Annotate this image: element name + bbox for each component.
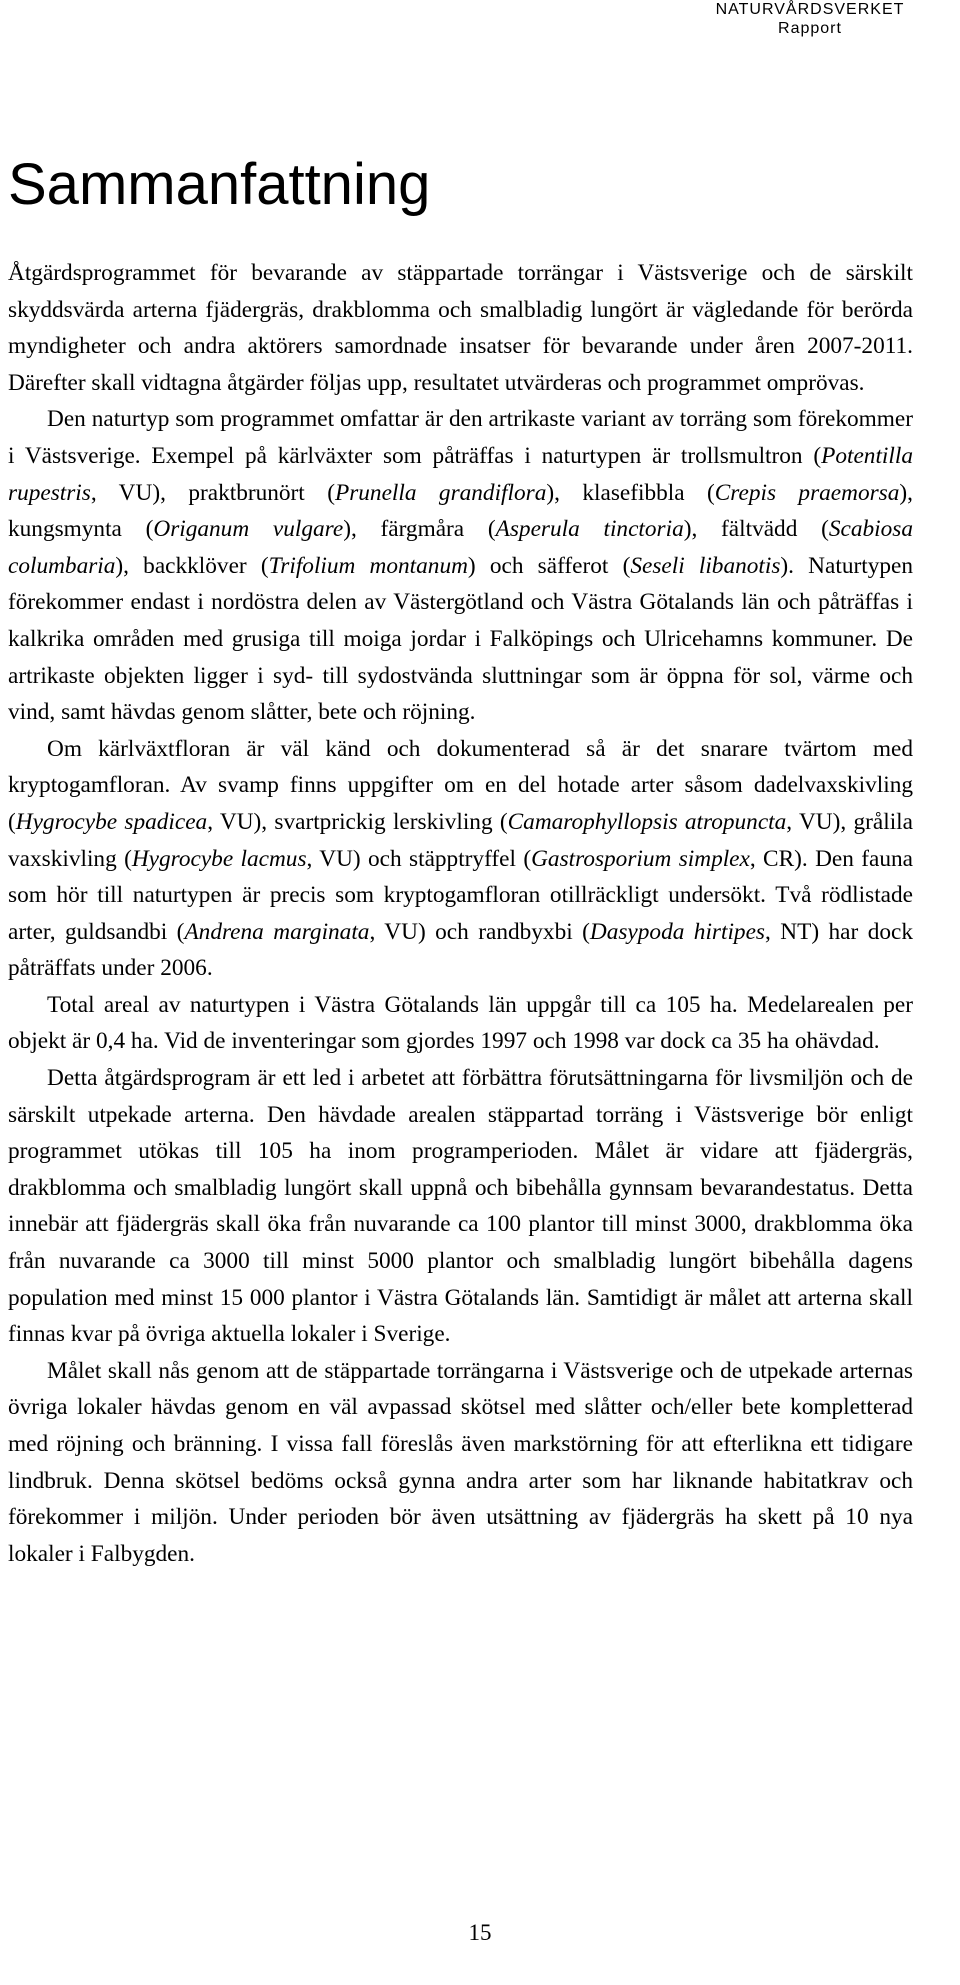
species-name: Hygrocybe lacmus xyxy=(131,845,307,872)
species-name: Potentilla rupestris xyxy=(8,442,913,506)
text-run: ), färgmåra ( xyxy=(343,516,496,543)
species-name: Andrena marginata xyxy=(184,918,370,945)
paragraph xyxy=(8,1353,913,1573)
text-run: , VU), praktbrunört ( xyxy=(90,479,335,506)
paragraph xyxy=(8,731,913,987)
report-header xyxy=(660,0,960,38)
text-run: , CR). Den fauna som hör till naturtypen är precis som kryptogamfloran otillräckligt undersökt. Två rödlistade arter, guldsandbi ( xyxy=(8,845,913,945)
species-name: Crepis praemorsa xyxy=(714,479,900,506)
paragraph xyxy=(8,987,913,1060)
text-run: Total areal av naturtypen i Västra Götalands län uppgår till ca 105 ha. Medelarealen per objekt är 0,4 ha. Vid de inventeringar som gjordes 1997 och 1998 var dock ca 35 ha ohävdad. xyxy=(8,991,913,1055)
text-run: Åtgärdsprogrammet för bevarande av stäppartade torrängar i Västsverige och de särskilt skyddsvärda arterna fjädergräs, drakblomma och smalbladig lungört är vägledande för berörda myndigheter och andra aktörers samordnade insatser för bevarande under åren 2007-2011. Därefter skall vidtagna åtgärder följas upp, resultatet utvärderas och programmet omprövas. xyxy=(8,260,913,396)
species-name: Seseli libanotis xyxy=(630,552,781,579)
text-run: ). Naturtypen förekommer endast i nordöstra delen av Västergötland och Västra Götalands län och påträffas i kalkrika områden med grusiga till moiga jordar i Falköpings och Ulricehamns kommuner. De artrikaste objekten ligger i syd- till sydostvända sluttningar som är öppna för sol, värme och vind, samt hävdas genom slåtter, bete och röjning. xyxy=(8,552,913,726)
page-number: 15 xyxy=(468,1920,492,1945)
text-run: , VU) och randbyxbi ( xyxy=(369,918,590,945)
text-run: ), backklöver ( xyxy=(115,552,269,579)
text-run: Den naturtyp som programmet omfattar är den artrikaste variant av torräng som förekommer i Västsverige. Exempel på kärlväxter som påträffas i naturtypen är trollsmultron ( xyxy=(8,406,913,469)
paragraph xyxy=(8,401,913,730)
text-run: Målet skall nås genom att de stäppartade torrängarna i Västsverige och de utpekade arternas övriga lokaler hävdas genom en väl avpassad skötsel med slåtter och/eller bete kompletterad med röjning och bränning. I vissa fall föreslås även markstörning för att efterlikna ett tidigare lindbruk. Denna skötsel bedöms också gynna andra arter som har liknande habitatkrav och förekommer i miljön. Under perioden bör även utsättning av fjädergräs ha skett på 10 nya lokaler i Falbygden. xyxy=(8,1357,913,1567)
text-run: Om kärlväxtfloran är väl känd och dokumenterad så är det snarare tvärtom med kryptogamfloran. Av svamp finns uppgifter om en del hotade arter såsom dadelvaxskivling ( xyxy=(8,735,913,835)
header-document-type: Rapport xyxy=(778,20,842,37)
text-run: ), klasefibbla ( xyxy=(546,479,715,506)
text-run: ), fältvädd ( xyxy=(683,516,829,543)
body-text xyxy=(8,255,913,1572)
species-name: Gastrosporium simplex xyxy=(531,845,750,872)
text-run: Detta åtgärdsprogram är ett led i arbetet att förbättra förutsättningarna för livsmiljön och de särskilt utpekade arterna. Den hävdade arealen stäppartad torräng i Västsverige bör enligt programmet utökas till 105 ha inom programperioden. Målet är vidare att fjädergräs, drakblomma och smalbladig lungört skall uppnå och bibehålla gynnsam bevarandestatus. Detta innebär att fjädergräs skall öka från nuvarande ca 100 plantor till minst 3000, drakblomma öka från nuvarande ca 3000 till minst 5000 plantor och smalbladig lungört bibehålla dagens population med minst 15 000 plantor i Västra Götalands län. Samtidigt är målet att arterna skall finnas kvar på övriga aktuella lokaler i Sverige. xyxy=(8,1065,913,1348)
text-run: , NT) har dock påträffats under 2006. xyxy=(8,918,913,982)
species-name: Camarophyllopsis atropuncta xyxy=(507,808,787,835)
text-run: ) och säfferot ( xyxy=(467,552,631,579)
text-run: ), kungsmynta ( xyxy=(8,479,913,543)
species-name: Dasypoda hirtipes xyxy=(589,918,765,945)
species-name: Origanum vulgare xyxy=(153,516,344,543)
text-run: , VU), grålila vaxskivling ( xyxy=(8,808,913,872)
species-name: Trifolium montanum xyxy=(268,552,468,579)
species-name: Prunella grandiflora xyxy=(334,479,547,506)
species-name: Hygrocybe spadicea xyxy=(15,808,208,835)
paragraph xyxy=(8,1060,913,1353)
paragraph xyxy=(8,255,913,401)
section-title: Sammanfattning xyxy=(8,152,431,217)
species-name: Asperula tinctoria xyxy=(495,516,684,543)
text-run: , VU), svartprickig lerskivling ( xyxy=(207,808,508,835)
text-run: , VU) och stäpptryffel ( xyxy=(306,845,532,872)
header-organization: NATURVÅRDSVERKET xyxy=(715,1,905,18)
species-name: Scabiosa columbaria xyxy=(8,516,913,579)
